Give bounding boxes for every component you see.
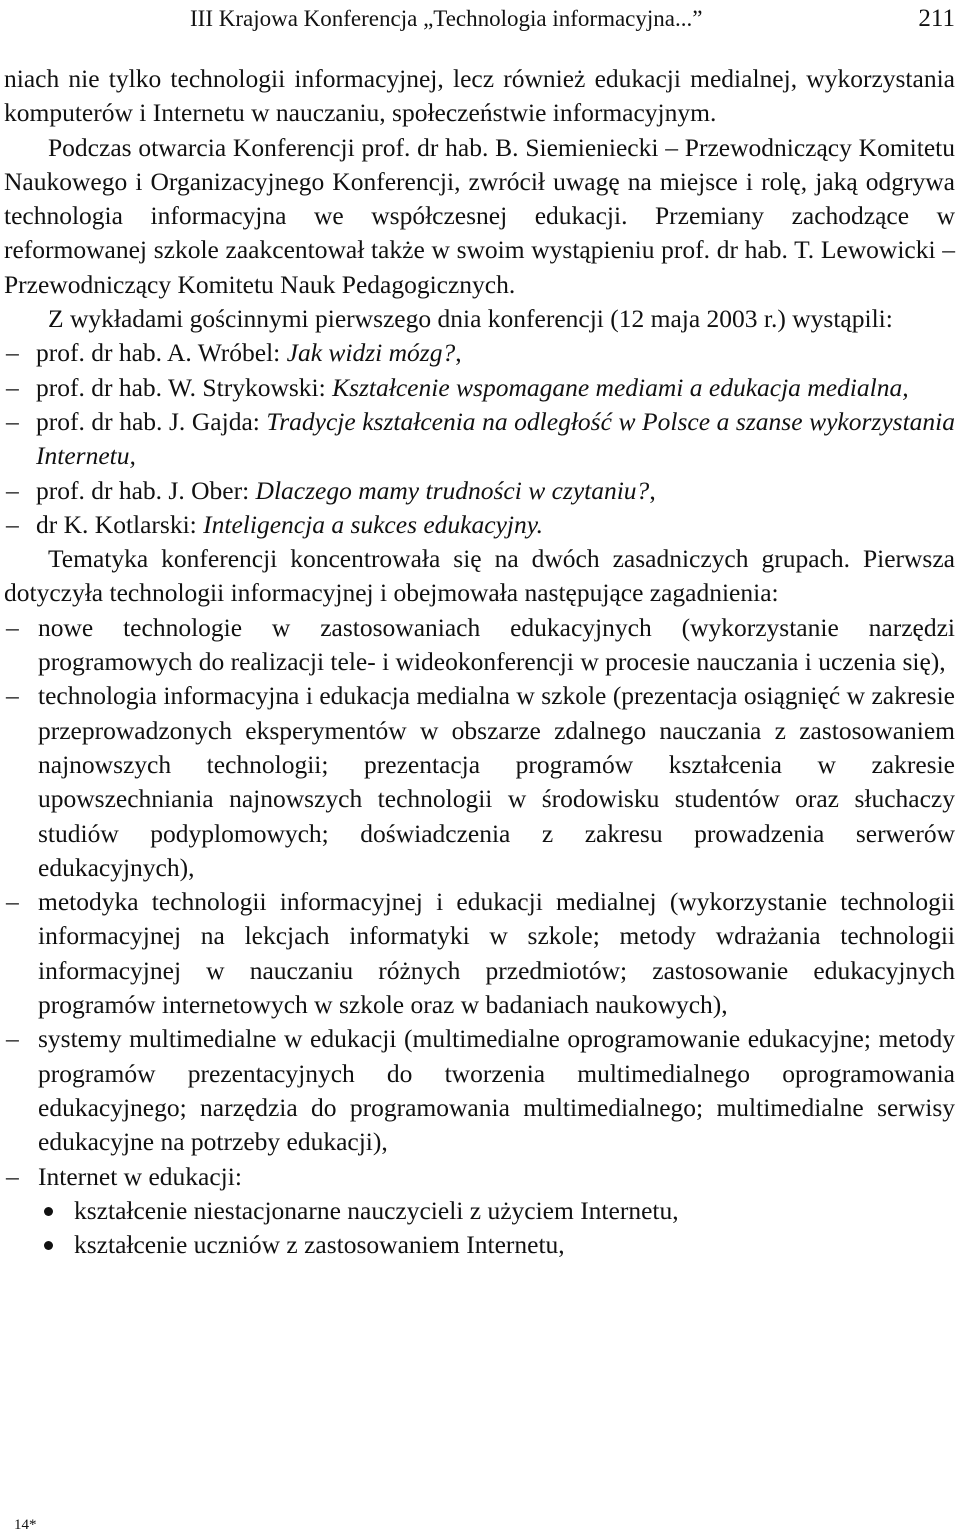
- speaker-name: prof. dr hab. A. Wróbel:: [36, 338, 287, 368]
- speaker-name: prof. dr hab. W. Strykowski:: [36, 372, 333, 402]
- topic-label: Internet w edukacji:: [38, 1161, 242, 1191]
- paragraph-topics-intro: Tematyka konferencji koncentrowała się na dwóch zasadniczych grupach. Pierwsza dotyczyła technologii informacyjnej i obejmowała następujące zagadnienia:: [4, 544, 955, 608]
- speaker-item: [4, 336, 955, 370]
- running-title: III Krajowa Konferencja „Technologia informacyjna...”: [190, 6, 703, 31]
- lecture-title: Tradycje kształcenia na odległość w Polsce a szanse wykorzystania Internetu,: [36, 406, 955, 471]
- speaker-name: prof. dr hab. J. Gajda:: [36, 406, 267, 436]
- topic-item-internet: [4, 1160, 955, 1263]
- speaker-name: dr K. Kotlarski:: [36, 509, 204, 539]
- speaker-item: [4, 508, 955, 542]
- topic-item: – metodyka technologii informacyjnej i edukacji medialnej (wykorzystanie technologii informacyjnej na lekcjach informatyki w szkole; metody wdrażania technologii informacyjnej w nauczaniu różnych przedmiotów; zastosowanie edukacyjnych programów internetowych w szkole oraz w badaniach naukowych),: [4, 885, 955, 1022]
- page-number: 211: [918, 5, 955, 32]
- speaker-item: [4, 405, 955, 474]
- subtopic-item: kształcenie niestacjonarne nauczycieli z użyciem Internetu,: [38, 1194, 955, 1228]
- paragraph-continuation: niach nie tylko technologii informacyjnej, lecz również edukacji medialnej, wykorzystania komputerów i Internetu w nauczaniu, społeczeństwie informacyjnym.: [4, 64, 955, 128]
- paragraph-opening: Podczas otwarcia Konferencji prof. dr hab. B. Siemieniecki – Przewodniczący Komitetu Naukowego i Organizacyjnego Konferencji, zwrócił uwagę na miejsce i rolę, jaką odgrywa technologia informacyjna we współczesnej edukacji. Przemiany zachodzące w reformowanej szkole zaakcentował także w swoim wystąpieniu prof. dr hab. T. Lewowicki – Przewodniczący Komitetu Nauk Pedagogicznych.: [4, 132, 955, 299]
- topic-item: – nowe technologie w zastosowaniach edukacyjnych (wykorzystanie narzędzi programowych do realizacji tele- i wideokonferencji w procesie nauczania i uczenia się),: [4, 611, 955, 680]
- running-header: [190, 4, 955, 34]
- internet-subtopic-list: [38, 1194, 955, 1263]
- speaker-item: [4, 474, 955, 508]
- paragraph-guest-lectures: Z wykładami gościnnymi pierwszego dnia konferencji (12 maja 2003 r.) wystąpili:: [48, 304, 893, 334]
- punctuation: ,: [649, 475, 656, 505]
- topic-item: – systemy multimedialne w edukacji (multimedialne oprogramowanie edukacyjne; metody programów prezentacyjnych do tworzenia multimedialnego oprogramowania edukacyjnego; narzędzia do programowania multimedialnego; multimedialne serwisy edukacyjne na potrzeby edukacji),: [4, 1022, 955, 1159]
- lecture-title: Kształcenie wspomagane mediami a edukacja medialna,: [332, 372, 909, 402]
- lecture-title: Dlaczego mamy trudności w czytaniu?: [255, 475, 650, 505]
- printer-signature: 14*: [14, 1517, 37, 1533]
- lecture-title: Inteligencja a sukces edukacyjny.: [203, 509, 544, 539]
- main-text: [4, 62, 955, 1262]
- subtopic-item: kształcenie uczniów z zastosowaniem Internetu,: [38, 1228, 955, 1262]
- topic-list: [4, 611, 955, 1263]
- speaker-item: [4, 371, 955, 405]
- speaker-name: prof. dr hab. J. Ober:: [36, 475, 256, 505]
- topic-item: – technologia informacyjna i edukacja medialna w szkole (prezentacja osiągnięć w zakresie przeprowadzonych eksperymentów w obszarze zdalnego nauczania z zastosowaniem najnowszych technologii; prezentacja programów kształcenia w zakresie upowszechniania najnowszych technologii w środowisku studentów oraz słuchaczy studiów podyplomowych; doświadczenia z zakresu prowadzenia serwerów edukacyjnych),: [4, 679, 955, 885]
- speaker-list: [4, 336, 955, 542]
- lecture-title: Jak widzi mózg?: [286, 338, 456, 368]
- punctuation: ,: [455, 338, 462, 368]
